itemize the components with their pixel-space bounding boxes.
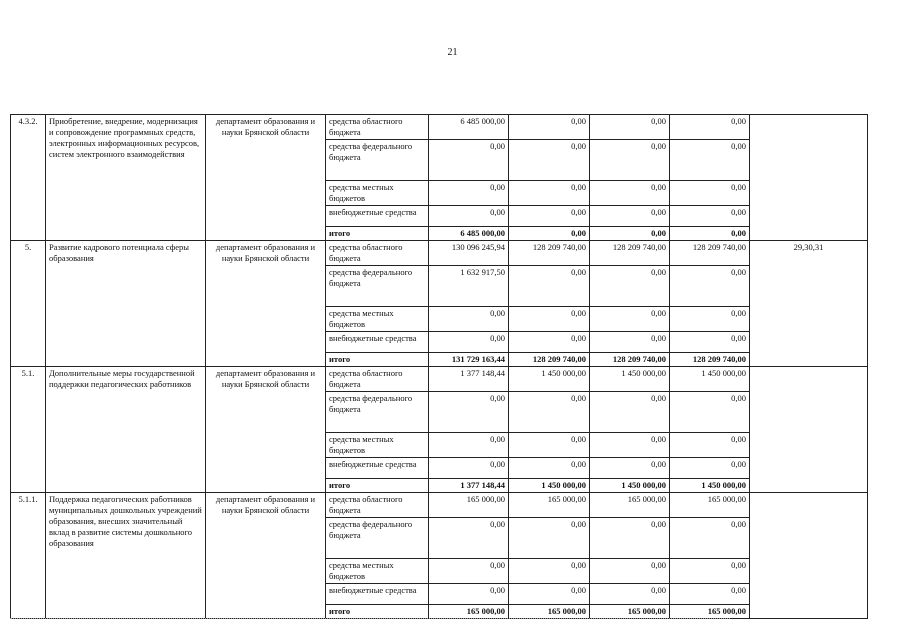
funding-source: средства местных бюджетов bbox=[326, 559, 429, 584]
indicator-link: 29,30,31 bbox=[750, 241, 868, 367]
item-number: 5. bbox=[11, 241, 46, 367]
item-number: 5.1.1. bbox=[11, 493, 46, 619]
amount-year-4: 0,00 bbox=[670, 458, 750, 479]
funding-source: средства федерального бюджета bbox=[326, 140, 429, 181]
amount-year-2: 0,00 bbox=[509, 392, 590, 433]
amount-year-1: 165 000,00 bbox=[429, 493, 509, 518]
amount-year-4: 0,00 bbox=[670, 332, 750, 353]
amount-year-4: 0,00 bbox=[670, 227, 750, 241]
indicator-link bbox=[750, 115, 868, 241]
funding-source: средства федерального бюджета bbox=[326, 392, 429, 433]
amount-year-4: 1 450 000,00 bbox=[670, 479, 750, 493]
amount-year-2: 0,00 bbox=[509, 458, 590, 479]
amount-year-1: 0,00 bbox=[429, 307, 509, 332]
amount-year-3: 0,00 bbox=[590, 559, 670, 584]
amount-year-2: 0,00 bbox=[509, 266, 590, 307]
amount-year-2: 0,00 bbox=[509, 433, 590, 458]
amount-year-4: 128 209 740,00 bbox=[670, 353, 750, 367]
amount-year-3: 0,00 bbox=[590, 206, 670, 227]
amount-year-2: 0,00 bbox=[509, 559, 590, 584]
amount-year-4: 0,00 bbox=[670, 307, 750, 332]
amount-year-4: 0,00 bbox=[670, 392, 750, 433]
amount-year-1: 0,00 bbox=[429, 458, 509, 479]
page-edge-line bbox=[10, 618, 730, 619]
amount-year-3: 165 000,00 bbox=[590, 493, 670, 518]
amount-year-4: 0,00 bbox=[670, 140, 750, 181]
item-name: Приобретение, внедрение, модернизация и сопровождение программных средств, электронных информационных ресурсов, систем электронного взаимодействия bbox=[46, 115, 206, 241]
indicator-link bbox=[750, 493, 868, 619]
amount-year-4: 0,00 bbox=[670, 266, 750, 307]
amount-year-4: 1 450 000,00 bbox=[670, 367, 750, 392]
amount-year-2: 0,00 bbox=[509, 181, 590, 206]
funding-source: средства областного бюджета bbox=[326, 493, 429, 518]
table-row bbox=[11, 115, 868, 140]
funding-source: итого bbox=[326, 227, 429, 241]
page-number: 21 bbox=[447, 47, 458, 58]
amount-year-3: 0,00 bbox=[590, 181, 670, 206]
amount-year-2: 0,00 bbox=[509, 332, 590, 353]
funding-source: средства местных бюджетов bbox=[326, 307, 429, 332]
amount-year-3: 0,00 bbox=[590, 307, 670, 332]
amount-year-4: 0,00 bbox=[670, 518, 750, 559]
item-number: 5.1. bbox=[11, 367, 46, 493]
funding-source: внебюджетные средства bbox=[326, 206, 429, 227]
item-name: Поддержка педагогических работников муниципальных дошкольных учреждений образования, внесших значительный вклад в развитие системы дошкольного образования bbox=[46, 493, 206, 619]
amount-year-4: 0,00 bbox=[670, 206, 750, 227]
amount-year-1: 0,00 bbox=[429, 584, 509, 605]
amount-year-2: 0,00 bbox=[509, 584, 590, 605]
funding-source: внебюджетные средства bbox=[326, 458, 429, 479]
amount-year-1: 6 485 000,00 bbox=[429, 115, 509, 140]
amount-year-2: 128 209 740,00 bbox=[509, 353, 590, 367]
funding-source: средства областного бюджета bbox=[326, 115, 429, 140]
item-number: 4.3.2. bbox=[11, 115, 46, 241]
amount-year-3: 0,00 bbox=[590, 332, 670, 353]
funding-source: итого bbox=[326, 605, 429, 619]
amount-year-3: 0,00 bbox=[590, 458, 670, 479]
amount-year-1: 1 377 148,44 bbox=[429, 479, 509, 493]
amount-year-4: 165 000,00 bbox=[670, 493, 750, 518]
budget-table bbox=[10, 114, 868, 619]
amount-year-1: 130 096 245,94 bbox=[429, 241, 509, 266]
amount-year-2: 0,00 bbox=[509, 115, 590, 140]
amount-year-3: 128 209 740,00 bbox=[590, 353, 670, 367]
table-row bbox=[11, 367, 868, 392]
amount-year-1: 0,00 bbox=[429, 518, 509, 559]
amount-year-1: 0,00 bbox=[429, 392, 509, 433]
funding-source: средства областного бюджета bbox=[326, 367, 429, 392]
amount-year-1: 1 377 148,44 bbox=[429, 367, 509, 392]
amount-year-1: 1 632 917,50 bbox=[429, 266, 509, 307]
indicator-link bbox=[750, 367, 868, 493]
amount-year-2: 0,00 bbox=[509, 307, 590, 332]
executor: департамент образования и науки Брянской области bbox=[206, 367, 326, 493]
amount-year-1: 0,00 bbox=[429, 332, 509, 353]
amount-year-1: 165 000,00 bbox=[429, 605, 509, 619]
executor: департамент образования и науки Брянской области bbox=[206, 241, 326, 367]
item-name: Дополнительные меры государственной поддержки педагогических работников bbox=[46, 367, 206, 493]
amount-year-3: 165 000,00 bbox=[590, 605, 670, 619]
funding-source: внебюджетные средства bbox=[326, 584, 429, 605]
funding-source: средства местных бюджетов bbox=[326, 181, 429, 206]
amount-year-2: 1 450 000,00 bbox=[509, 479, 590, 493]
amount-year-3: 0,00 bbox=[590, 140, 670, 181]
amount-year-2: 165 000,00 bbox=[509, 493, 590, 518]
amount-year-4: 0,00 bbox=[670, 584, 750, 605]
amount-year-1: 6 485 000,00 bbox=[429, 227, 509, 241]
funding-source: средства местных бюджетов bbox=[326, 433, 429, 458]
amount-year-4: 165 000,00 bbox=[670, 605, 750, 619]
executor: департамент образования и науки Брянской области bbox=[206, 493, 326, 619]
amount-year-4: 128 209 740,00 bbox=[670, 241, 750, 266]
amount-year-3: 0,00 bbox=[590, 584, 670, 605]
amount-year-2: 165 000,00 bbox=[509, 605, 590, 619]
amount-year-1: 131 729 163,44 bbox=[429, 353, 509, 367]
amount-year-3: 0,00 bbox=[590, 518, 670, 559]
funding-source: итого bbox=[326, 479, 429, 493]
amount-year-2: 1 450 000,00 bbox=[509, 367, 590, 392]
amount-year-1: 0,00 bbox=[429, 140, 509, 181]
executor: департамент образования и науки Брянской области bbox=[206, 115, 326, 241]
amount-year-3: 0,00 bbox=[590, 115, 670, 140]
amount-year-3: 0,00 bbox=[590, 392, 670, 433]
amount-year-2: 0,00 bbox=[509, 206, 590, 227]
amount-year-4: 0,00 bbox=[670, 115, 750, 140]
amount-year-3: 128 209 740,00 bbox=[590, 241, 670, 266]
amount-year-2: 0,00 bbox=[509, 140, 590, 181]
table-row bbox=[11, 241, 868, 266]
funding-source: внебюджетные средства bbox=[326, 332, 429, 353]
funding-source: средства федерального бюджета bbox=[326, 266, 429, 307]
funding-source: средства федерального бюджета bbox=[326, 518, 429, 559]
table-row bbox=[11, 493, 868, 518]
item-name: Развитие кадрового потенциала сферы образования bbox=[46, 241, 206, 367]
amount-year-1: 0,00 bbox=[429, 433, 509, 458]
amount-year-4: 0,00 bbox=[670, 181, 750, 206]
amount-year-3: 1 450 000,00 bbox=[590, 479, 670, 493]
amount-year-3: 0,00 bbox=[590, 433, 670, 458]
amount-year-3: 0,00 bbox=[590, 266, 670, 307]
amount-year-1: 0,00 bbox=[429, 206, 509, 227]
amount-year-4: 0,00 bbox=[670, 559, 750, 584]
amount-year-3: 0,00 bbox=[590, 227, 670, 241]
amount-year-2: 0,00 bbox=[509, 518, 590, 559]
funding-source: средства областного бюджета bbox=[326, 241, 429, 266]
funding-source: итого bbox=[326, 353, 429, 367]
amount-year-2: 128 209 740,00 bbox=[509, 241, 590, 266]
amount-year-2: 0,00 bbox=[509, 227, 590, 241]
amount-year-3: 1 450 000,00 bbox=[590, 367, 670, 392]
amount-year-1: 0,00 bbox=[429, 181, 509, 206]
amount-year-1: 0,00 bbox=[429, 559, 509, 584]
amount-year-4: 0,00 bbox=[670, 433, 750, 458]
